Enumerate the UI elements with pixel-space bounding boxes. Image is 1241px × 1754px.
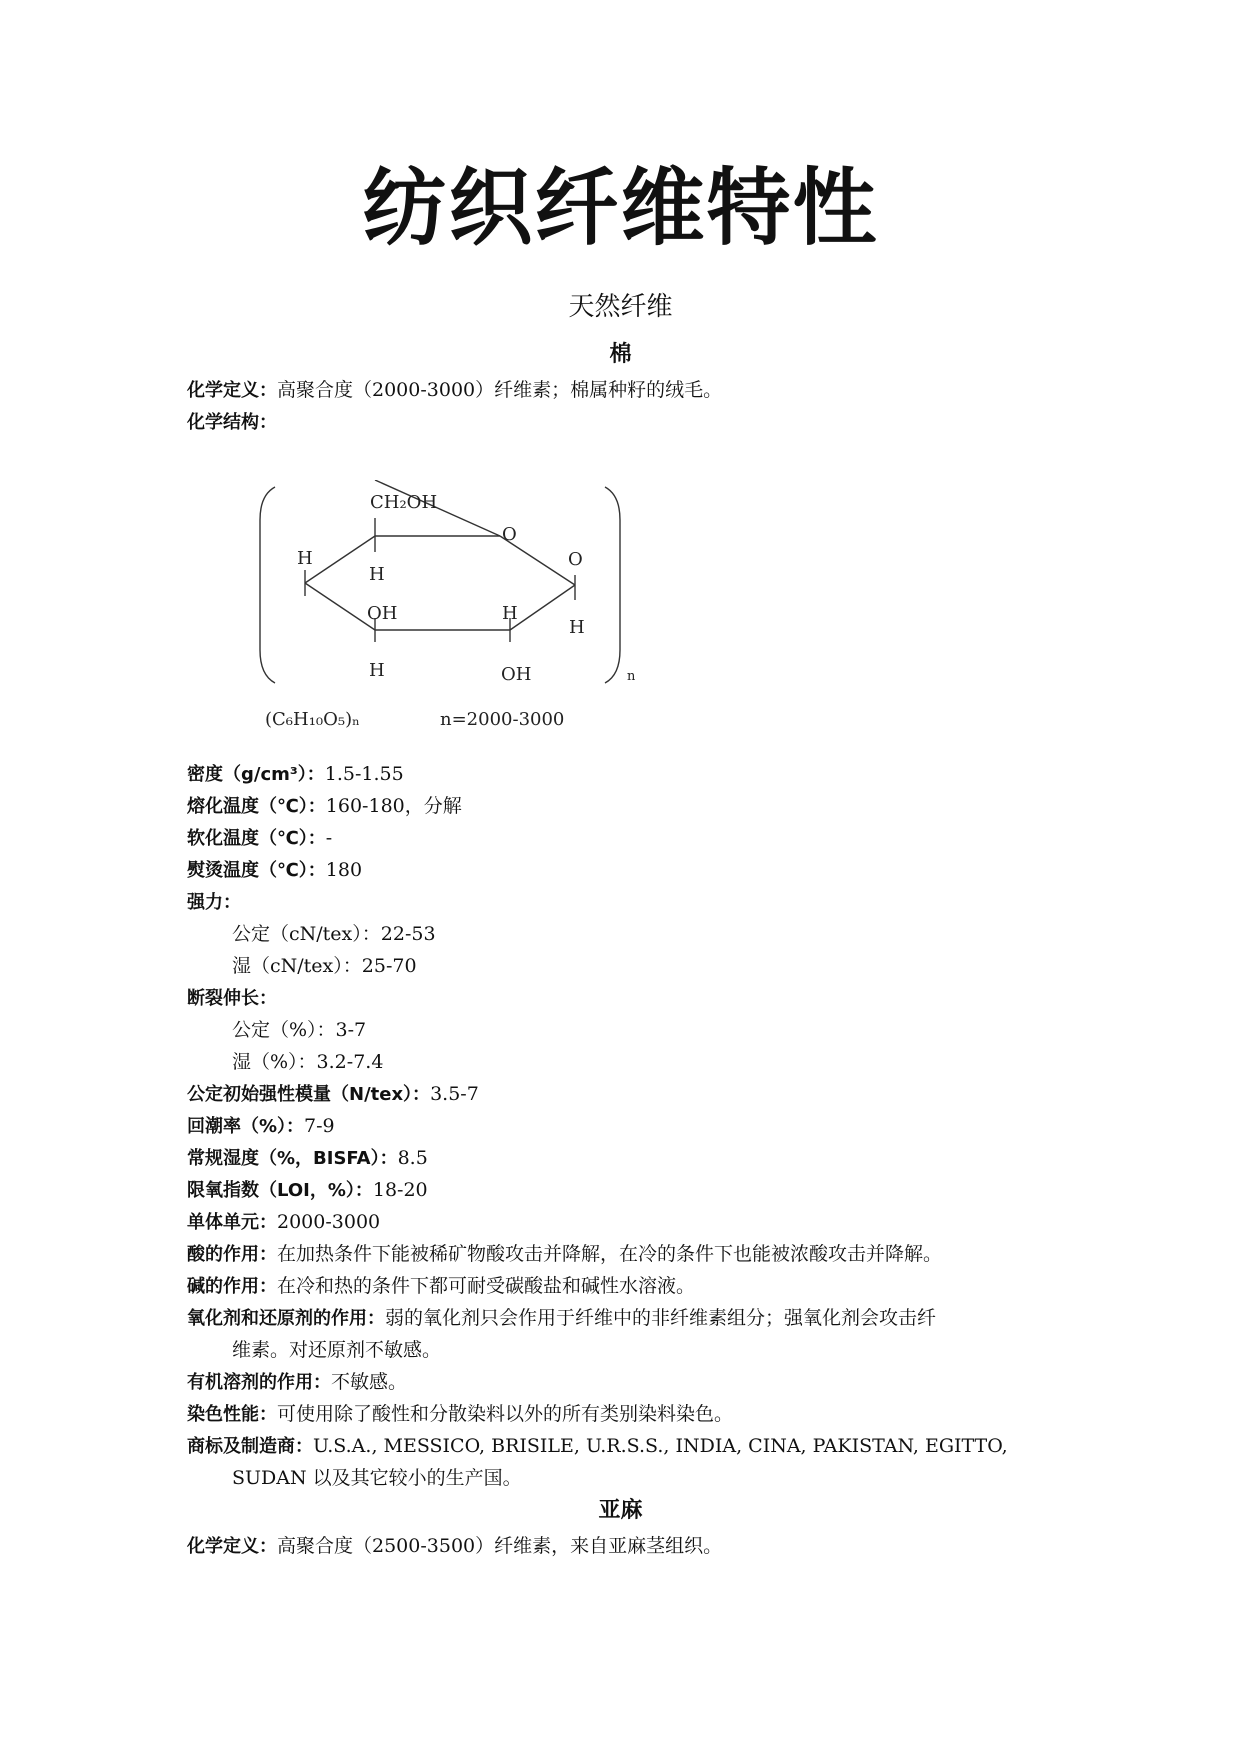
strength-std-line: 公定（cN/tex）：22-53 bbox=[232, 923, 436, 945]
moisture-label: 常规湿度（%，BISFA）： bbox=[187, 1148, 398, 1169]
flax-chem-def-line bbox=[187, 1530, 722, 1563]
strength-label: 强力： bbox=[187, 892, 241, 913]
strength-line bbox=[187, 886, 241, 919]
melt-line bbox=[187, 790, 462, 823]
brand-label: 商标及制造商： bbox=[187, 1436, 313, 1457]
oh-label-bottom: OH bbox=[501, 664, 532, 685]
unit-line bbox=[187, 1206, 380, 1239]
loi-line bbox=[187, 1174, 428, 1207]
brand-line bbox=[187, 1430, 1008, 1463]
melt-label: 熔化温度（℃）： bbox=[187, 796, 326, 817]
alkali-value: 在冷和热的条件下都可耐受碳酸盐和碱性水溶液。 bbox=[277, 1275, 696, 1297]
elong-line bbox=[187, 982, 277, 1015]
elong-wet-line: 湿（%）：3.2-7.4 bbox=[232, 1051, 384, 1073]
ch2oh-label: CH₂OH bbox=[370, 492, 438, 513]
ring-oxygen-label: O bbox=[502, 524, 517, 545]
melt-value: 160-180，分解 bbox=[325, 795, 462, 817]
oh-label-left: OH bbox=[367, 603, 398, 624]
brand-value: U.S.A., MESSICO, BRISILE, U.R.S.S., INDIA, CINA, PAKISTAN, EGITTO, bbox=[313, 1435, 1008, 1457]
flax-chem-def-label: 化学定义： bbox=[187, 1536, 277, 1557]
right-oxygen-label: O bbox=[568, 549, 583, 570]
density-label: 密度（g/cm³）： bbox=[187, 764, 325, 785]
soft-line bbox=[187, 822, 332, 855]
chem-def-label: 化学定义： bbox=[187, 380, 277, 401]
alkali-line bbox=[187, 1270, 695, 1303]
oxid-label: 氧化剂和还原剂的作用： bbox=[187, 1308, 385, 1329]
acid-label: 酸的作用： bbox=[187, 1244, 277, 1265]
page-title: 纺织纤维特性 bbox=[362, 159, 879, 257]
solvent-label: 有机溶剂的作用： bbox=[187, 1372, 331, 1393]
h-label-mid: H bbox=[502, 603, 518, 624]
elong-std-line: 公定（%）：3-7 bbox=[232, 1019, 367, 1041]
modulus-label: 公定初始强性模量（N/tex）： bbox=[187, 1084, 431, 1105]
iron-label: 熨烫温度（℃）： bbox=[187, 860, 326, 881]
solvent-line bbox=[187, 1366, 407, 1399]
regain-label: 回潮率（%）： bbox=[187, 1116, 305, 1137]
brand-continuation: SUDAN 以及其它较小的生产国。 bbox=[232, 1467, 522, 1489]
strength-wet-line: 湿（cN/tex）：25-70 bbox=[232, 955, 417, 977]
dye-label: 染色性能： bbox=[187, 1404, 277, 1425]
dye-line bbox=[187, 1398, 733, 1431]
soft-label: 软化温度（℃）： bbox=[187, 828, 326, 849]
unit-label: 单体单元： bbox=[187, 1212, 277, 1233]
oxid-continuation: 维素。对还原剂不敏感。 bbox=[232, 1339, 442, 1361]
soft-value: - bbox=[325, 827, 333, 849]
modulus-value: 3.5-7 bbox=[430, 1083, 479, 1105]
loi-label: 限氧指数（LOI，%）： bbox=[187, 1180, 373, 1201]
dye-value: 可使用除了酸性和分散染料以外的所有类别染料染色。 bbox=[277, 1403, 734, 1425]
acid-value: 在加热条件下能被稀矿物酸攻击并降解，在冷的条件下也能被浓酸攻击并降解。 bbox=[277, 1243, 943, 1265]
h-label-left: H bbox=[297, 548, 313, 569]
solvent-value: 不敏感。 bbox=[331, 1371, 408, 1393]
elong-label: 断裂伸长： bbox=[187, 988, 277, 1009]
n-range-label: n=2000-3000 bbox=[440, 709, 565, 730]
section-title: 天然纤维 bbox=[568, 292, 673, 322]
flax-chem-def-value: 高聚合度（2500-3500）纤维素，来自亚麻茎组织。 bbox=[277, 1535, 723, 1557]
density-line bbox=[187, 758, 404, 791]
acid-line bbox=[187, 1238, 942, 1271]
moisture-value: 8.5 bbox=[397, 1147, 428, 1169]
density-value: 1.5-1.55 bbox=[324, 763, 404, 785]
regain-line bbox=[187, 1110, 335, 1143]
h-label-upper: H bbox=[369, 564, 385, 585]
chem-struct-label: 化学结构： bbox=[187, 412, 277, 433]
n-subscript: n bbox=[627, 669, 636, 684]
oxid-line bbox=[187, 1302, 936, 1335]
formula-label: (C₆H₁₀O₅)ₙ bbox=[265, 709, 360, 730]
fiber-title-cotton: 棉 bbox=[609, 342, 632, 367]
fiber-title-flax: 亚麻 bbox=[598, 1498, 643, 1523]
regain-value: 7-9 bbox=[304, 1115, 335, 1137]
loi-value: 18-20 bbox=[372, 1179, 428, 1201]
iron-line bbox=[187, 854, 362, 887]
modulus-line bbox=[187, 1078, 479, 1111]
moisture-line bbox=[187, 1142, 428, 1175]
chem-struct-line bbox=[187, 406, 277, 439]
oxid-value: 弱的氧化剂只会作用于纤维中的非纤维素组分；强氧化剂会攻击纤 bbox=[385, 1307, 937, 1329]
h-label-bottom: H bbox=[369, 660, 385, 681]
iron-value: 180 bbox=[325, 859, 363, 881]
cellulose-structure-diagram bbox=[255, 480, 675, 750]
chem-def-value: 高聚合度（2000-3000）纤维素；棉属种籽的绒毛。 bbox=[277, 379, 723, 401]
h-label-right: H bbox=[569, 617, 585, 638]
chem-def-line bbox=[187, 374, 722, 407]
alkali-label: 碱的作用： bbox=[187, 1276, 277, 1297]
unit-value: 2000-3000 bbox=[277, 1211, 381, 1233]
